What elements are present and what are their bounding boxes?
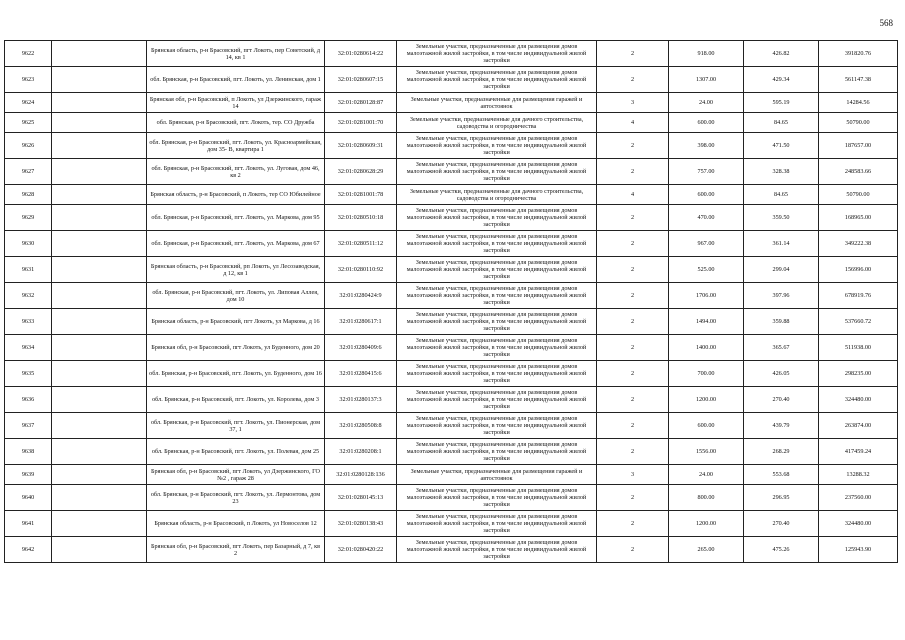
row-number: 9624 <box>5 93 52 113</box>
cadastral-number-cell: 32:01:0281001:78 <box>325 185 397 205</box>
row-number: 9641 <box>5 511 52 537</box>
table-row <box>5 185 898 205</box>
cadastral-number-cell: 32:01:0280208:1 <box>325 439 397 465</box>
address-cell: Брянская область, р-н Брасовский, п Локоть, ул Новоселов 12 <box>147 511 325 537</box>
unit-value-cell: 268.29 <box>744 439 819 465</box>
row-number: 9628 <box>5 185 52 205</box>
address-cell: Брянская область, р-н Брасовский, пгт Локоть, пер Советский, д 14, кв 1 <box>147 41 325 67</box>
cadastral-value-cell: 187657.00 <box>819 133 898 159</box>
land-use-cell: Земельные участки, предназначенные для размещения домов малоэтажной жилой застройки, в том числе индивидуальной жилой застройки <box>397 41 597 67</box>
row-number: 9642 <box>5 537 52 563</box>
land-use-cell: Земельные участки, предназначенные для размещения домов малоэтажной жилой застройки, в том числе индивидуальной жилой застройки <box>397 511 597 537</box>
row-number: 9629 <box>5 205 52 231</box>
cadastral-number-cell: 32:01:0280110:92 <box>325 257 397 283</box>
table-row <box>5 387 898 413</box>
land-use-cell: Земельные участки, предназначенные для размещения домов малоэтажной жилой застройки, в том числе индивидуальной жилой застройки <box>397 205 597 231</box>
category-cell: 3 <box>597 465 669 485</box>
land-use-cell: Земельные участки, предназначенные для размещения домов малоэтажной жилой застройки, в том числе индивидуальной жилой застройки <box>397 335 597 361</box>
cadastral-value-cell: 263874.00 <box>819 413 898 439</box>
row-number: 9636 <box>5 387 52 413</box>
address-cell: Брянская область, р-н Брасовский, п Локоть, тер СО Юбилейное <box>147 185 325 205</box>
row-number: 9640 <box>5 485 52 511</box>
blank-cell <box>52 231 147 257</box>
unit-value-cell: 84.65 <box>744 185 819 205</box>
blank-cell <box>52 413 147 439</box>
cadastral-number-cell: 32:01:0281001:70 <box>325 113 397 133</box>
cadastral-value-cell: 561147.38 <box>819 67 898 93</box>
category-cell: 2 <box>597 335 669 361</box>
area-cell: 398.00 <box>669 133 744 159</box>
blank-cell <box>52 335 147 361</box>
address-cell: обл. Брянская, р-н Брасовский, пгт. Локоть, ул. Липовая Аллея, дом 10 <box>147 283 325 309</box>
cadastral-number-cell: 32:01:0280607:15 <box>325 67 397 93</box>
table-row <box>5 93 898 113</box>
blank-cell <box>52 439 147 465</box>
blank-cell <box>52 485 147 511</box>
blank-cell <box>52 387 147 413</box>
blank-cell <box>52 511 147 537</box>
table-row <box>5 537 898 563</box>
unit-value-cell: 299.04 <box>744 257 819 283</box>
address-cell: Брянская обл, р-н Брасовский, п Локоть, ул Дзержинского, гараж 14 <box>147 93 325 113</box>
area-cell: 1400.00 <box>669 335 744 361</box>
cadastral-value-cell: 349222.38 <box>819 231 898 257</box>
row-number: 9632 <box>5 283 52 309</box>
category-cell: 2 <box>597 41 669 67</box>
address-cell: Брянская обл, р-н Брасовский, пгт Локоть, ул Дзержинского, ГО №2 , гараж 28 <box>147 465 325 485</box>
area-cell: 525.00 <box>669 257 744 283</box>
land-use-cell: Земельные участки, предназначенные для размещения домов малоэтажной жилой застройки, в том числе индивидуальной жилой застройки <box>397 231 597 257</box>
blank-cell <box>52 93 147 113</box>
category-cell: 2 <box>597 309 669 335</box>
address-cell: обл. Брянская, р-н Брасовский, пгт. Локоть, ул. Королева, дом 3 <box>147 387 325 413</box>
category-cell: 4 <box>597 113 669 133</box>
address-cell: Брянская обл, р-н Брасовский, пгт Локоть, ул Буденного, дом 20 <box>147 335 325 361</box>
cadastral-number-cell: 32:01:0280609:31 <box>325 133 397 159</box>
land-use-cell: Земельные участки, предназначенные для дачного строительства, садоводства и огородничества <box>397 185 597 205</box>
category-cell: 2 <box>597 511 669 537</box>
table-row <box>5 205 898 231</box>
unit-value-cell: 426.05 <box>744 361 819 387</box>
table-row <box>5 413 898 439</box>
cadastral-number-cell: 32:01:0280424:9 <box>325 283 397 309</box>
table-row <box>5 231 898 257</box>
blank-cell <box>52 465 147 485</box>
land-use-cell: Земельные участки, предназначенные для размещения домов малоэтажной жилой застройки, в том числе индивидуальной жилой застройки <box>397 133 597 159</box>
cadastral-value-cell: 125943.90 <box>819 537 898 563</box>
category-cell: 2 <box>597 283 669 309</box>
category-cell: 2 <box>597 485 669 511</box>
address-cell: обл. Брянская, р-н Брасовский, пгт. Локоть, ул. Полевая, дом 25 <box>147 439 325 465</box>
row-number: 9638 <box>5 439 52 465</box>
category-cell: 2 <box>597 231 669 257</box>
table-row <box>5 67 898 93</box>
cadastral-number-cell: 32:01:0280508:8 <box>325 413 397 439</box>
blank-cell <box>52 113 147 133</box>
area-cell: 600.00 <box>669 185 744 205</box>
unit-value-cell: 595.19 <box>744 93 819 113</box>
table-row <box>5 485 898 511</box>
unit-value-cell: 270.40 <box>744 387 819 413</box>
blank-cell <box>52 361 147 387</box>
cadastral-number-cell: 32:01:0280628:29 <box>325 159 397 185</box>
cadastral-number-cell: 32:01:0280415:6 <box>325 361 397 387</box>
table-row <box>5 309 898 335</box>
category-cell: 2 <box>597 257 669 283</box>
area-cell: 600.00 <box>669 413 744 439</box>
table-row <box>5 283 898 309</box>
blank-cell <box>52 257 147 283</box>
cadastral-number-cell: 32:01:0280128:136 <box>325 465 397 485</box>
row-number: 9630 <box>5 231 52 257</box>
cadastral-number-cell: 32:01:0280420:22 <box>325 537 397 563</box>
cadastral-value-cell: 537660.72 <box>819 309 898 335</box>
blank-cell <box>52 205 147 231</box>
area-cell: 757.00 <box>669 159 744 185</box>
blank-cell <box>52 133 147 159</box>
area-cell: 600.00 <box>669 113 744 133</box>
land-use-cell: Земельные участки, предназначенные для размещения домов малоэтажной жилой застройки, в том числе индивидуальной жилой застройки <box>397 387 597 413</box>
address-cell: обл. Брянская, р-н Брасовский, пгт. Локоть, ул. Красноармейская, дом 35- В, квартира 1 <box>147 133 325 159</box>
table-row <box>5 361 898 387</box>
unit-value-cell: 439.79 <box>744 413 819 439</box>
category-cell: 2 <box>597 67 669 93</box>
area-cell: 967.00 <box>669 231 744 257</box>
unit-value-cell: 328.38 <box>744 159 819 185</box>
address-cell: обл. Брянская, р-н Брасовский, пгт. Локоть, ул. Маркова, дом 95 <box>147 205 325 231</box>
row-number: 9635 <box>5 361 52 387</box>
cadastral-value-cell: 511938.00 <box>819 335 898 361</box>
row-number: 9633 <box>5 309 52 335</box>
table-body <box>5 41 898 563</box>
table-row <box>5 41 898 67</box>
category-cell: 2 <box>597 205 669 231</box>
unit-value-cell: 426.82 <box>744 41 819 67</box>
land-use-cell: Земельные участки, предназначенные для размещения домов малоэтажной жилой застройки, в том числе индивидуальной жилой застройки <box>397 159 597 185</box>
blank-cell <box>52 41 147 67</box>
area-cell: 800.00 <box>669 485 744 511</box>
land-use-cell: Земельные участки, предназначенные для размещения домов малоэтажной жилой застройки, в том числе индивидуальной жилой застройки <box>397 283 597 309</box>
address-cell: обл. Брянская, р-н Брасовский, пгт. Локоть, ул. Ленинская, дом 1 <box>147 67 325 93</box>
cadastral-value-cell: 237560.00 <box>819 485 898 511</box>
cadastral-value-cell: 324480.00 <box>819 387 898 413</box>
category-cell: 2 <box>597 537 669 563</box>
cadastral-value-cell: 50790.00 <box>819 113 898 133</box>
area-cell: 1200.00 <box>669 511 744 537</box>
area-cell: 1307.00 <box>669 67 744 93</box>
area-cell: 24.00 <box>669 93 744 113</box>
unit-value-cell: 365.67 <box>744 335 819 361</box>
table-row <box>5 113 898 133</box>
address-cell: обл. Брянская, р-н Брасовский, пгт. Локоть, ул. Маркова, дом 67 <box>147 231 325 257</box>
address-cell: обл. Брянская, р-н Брасовский, пгт. Локоть, ул. Пионерская, дом 37, 1 <box>147 413 325 439</box>
area-cell: 918.00 <box>669 41 744 67</box>
category-cell: 3 <box>597 93 669 113</box>
address-cell: обл. Брянская, р-н Брасовский, пгт. Локоть, тер. СО Дружба <box>147 113 325 133</box>
area-cell: 265.00 <box>669 537 744 563</box>
address-cell: обл. Брянская, р-н Брасовский, пгт. Локоть, ул. Лермонтова, дом 23 <box>147 485 325 511</box>
cadastral-number-cell: 32:01:0280137:3 <box>325 387 397 413</box>
address-cell: Брянская область, р-н Брасовский, рп Локоть, ул Лесозаводская, д 12, кв 1 <box>147 257 325 283</box>
unit-value-cell: 553.68 <box>744 465 819 485</box>
table-row <box>5 133 898 159</box>
row-number: 9639 <box>5 465 52 485</box>
table-row <box>5 511 898 537</box>
cadastral-value-cell: 391820.76 <box>819 41 898 67</box>
land-use-cell: Земельные участки, предназначенные для дачного строительства, садоводства и огородничества <box>397 113 597 133</box>
cadastral-number-cell: 32:01:0280617:1 <box>325 309 397 335</box>
row-number: 9626 <box>5 133 52 159</box>
table-row <box>5 335 898 361</box>
table-row <box>5 159 898 185</box>
cadastral-value-cell: 248583.66 <box>819 159 898 185</box>
land-use-cell: Земельные участки, предназначенные для размещения домов малоэтажной жилой застройки, в том числе индивидуальной жилой застройки <box>397 537 597 563</box>
address-cell: Брянская обл, р-н Брасовский, пгт Локоть, пер Базарный, д 7, кв 2 <box>147 537 325 563</box>
area-cell: 1494.00 <box>669 309 744 335</box>
cadastral-value-cell: 13288.32 <box>819 465 898 485</box>
table-row <box>5 439 898 465</box>
unit-value-cell: 475.26 <box>744 537 819 563</box>
category-cell: 2 <box>597 387 669 413</box>
area-cell: 1556.00 <box>669 439 744 465</box>
row-number: 9625 <box>5 113 52 133</box>
cadastral-number-cell: 32:01:0280128:87 <box>325 93 397 113</box>
cadastral-number-cell: 32:01:0280511:12 <box>325 231 397 257</box>
unit-value-cell: 359.50 <box>744 205 819 231</box>
cadastral-number-cell: 32:01:0280409:6 <box>325 335 397 361</box>
address-cell: обл. Брянская, р-н Брасовский, пгт. Локоть, ул. Буденного, дом 16 <box>147 361 325 387</box>
category-cell: 2 <box>597 413 669 439</box>
row-number: 9631 <box>5 257 52 283</box>
land-use-cell: Земельные участки, предназначенные для размещения домов малоэтажной жилой застройки, в том числе индивидуальной жилой застройки <box>397 67 597 93</box>
category-cell: 2 <box>597 133 669 159</box>
unit-value-cell: 296.95 <box>744 485 819 511</box>
cadastral-value-cell: 298235.00 <box>819 361 898 387</box>
blank-cell <box>52 159 147 185</box>
cadastral-value-cell: 156996.00 <box>819 257 898 283</box>
cadastral-number-cell: 32:01:0280145:13 <box>325 485 397 511</box>
cadastral-value-cell: 168965.00 <box>819 205 898 231</box>
unit-value-cell: 429.34 <box>744 67 819 93</box>
blank-cell <box>52 283 147 309</box>
blank-cell <box>52 309 147 335</box>
unit-value-cell: 361.14 <box>744 231 819 257</box>
category-cell: 2 <box>597 159 669 185</box>
land-use-cell: Земельные участки, предназначенные для размещения домов малоэтажной жилой застройки, в том числе индивидуальной жилой застройки <box>397 439 597 465</box>
land-use-cell: Земельные участки, предназначенные для размещения гаражей и автостоянок <box>397 93 597 113</box>
area-cell: 1200.00 <box>669 387 744 413</box>
address-cell: Брянская область, р-н Брасовский, пгт Локоть, ул Маркова, д 16 <box>147 309 325 335</box>
row-number: 9637 <box>5 413 52 439</box>
area-cell: 24.00 <box>669 465 744 485</box>
land-use-cell: Земельные участки, предназначенные для размещения домов малоэтажной жилой застройки, в том числе индивидуальной жилой застройки <box>397 361 597 387</box>
cadastral-value-cell: 14284.56 <box>819 93 898 113</box>
blank-cell <box>52 537 147 563</box>
row-number: 9627 <box>5 159 52 185</box>
unit-value-cell: 397.96 <box>744 283 819 309</box>
unit-value-cell: 471.50 <box>744 133 819 159</box>
page-number: 568 <box>879 18 893 28</box>
table-row <box>5 257 898 283</box>
cadastral-value-cell: 50790.00 <box>819 185 898 205</box>
land-use-cell: Земельные участки, предназначенные для размещения домов малоэтажной жилой застройки, в том числе индивидуальной жилой застройки <box>397 257 597 283</box>
area-cell: 470.00 <box>669 205 744 231</box>
unit-value-cell: 84.65 <box>744 113 819 133</box>
cadastral-value-cell: 678919.76 <box>819 283 898 309</box>
land-register-table <box>4 40 898 563</box>
address-cell: обл. Брянская, р-н Брасовский, пгт. Локоть, ул. Луговая, дом 46, кв 2 <box>147 159 325 185</box>
land-use-cell: Земельные участки, предназначенные для размещения гаражей и автостоянок <box>397 465 597 485</box>
category-cell: 2 <box>597 361 669 387</box>
row-number: 9622 <box>5 41 52 67</box>
blank-cell <box>52 67 147 93</box>
land-use-cell: Земельные участки, предназначенные для размещения домов малоэтажной жилой застройки, в том числе индивидуальной жилой застройки <box>397 309 597 335</box>
cadastral-number-cell: 32:01:0280614:22 <box>325 41 397 67</box>
category-cell: 2 <box>597 439 669 465</box>
cadastral-number-cell: 32:01:0280138:43 <box>325 511 397 537</box>
category-cell: 4 <box>597 185 669 205</box>
blank-cell <box>52 185 147 205</box>
cadastral-value-cell: 324480.00 <box>819 511 898 537</box>
cadastral-number-cell: 32:01:0280510:18 <box>325 205 397 231</box>
land-use-cell: Земельные участки, предназначенные для размещения домов малоэтажной жилой застройки, в том числе индивидуальной жилой застройки <box>397 485 597 511</box>
unit-value-cell: 270.40 <box>744 511 819 537</box>
row-number: 9623 <box>5 67 52 93</box>
unit-value-cell: 359.88 <box>744 309 819 335</box>
area-cell: 700.00 <box>669 361 744 387</box>
land-use-cell: Земельные участки, предназначенные для размещения домов малоэтажной жилой застройки, в том числе индивидуальной жилой застройки <box>397 413 597 439</box>
row-number: 9634 <box>5 335 52 361</box>
cadastral-value-cell: 417459.24 <box>819 439 898 465</box>
area-cell: 1706.00 <box>669 283 744 309</box>
table-row <box>5 465 898 485</box>
